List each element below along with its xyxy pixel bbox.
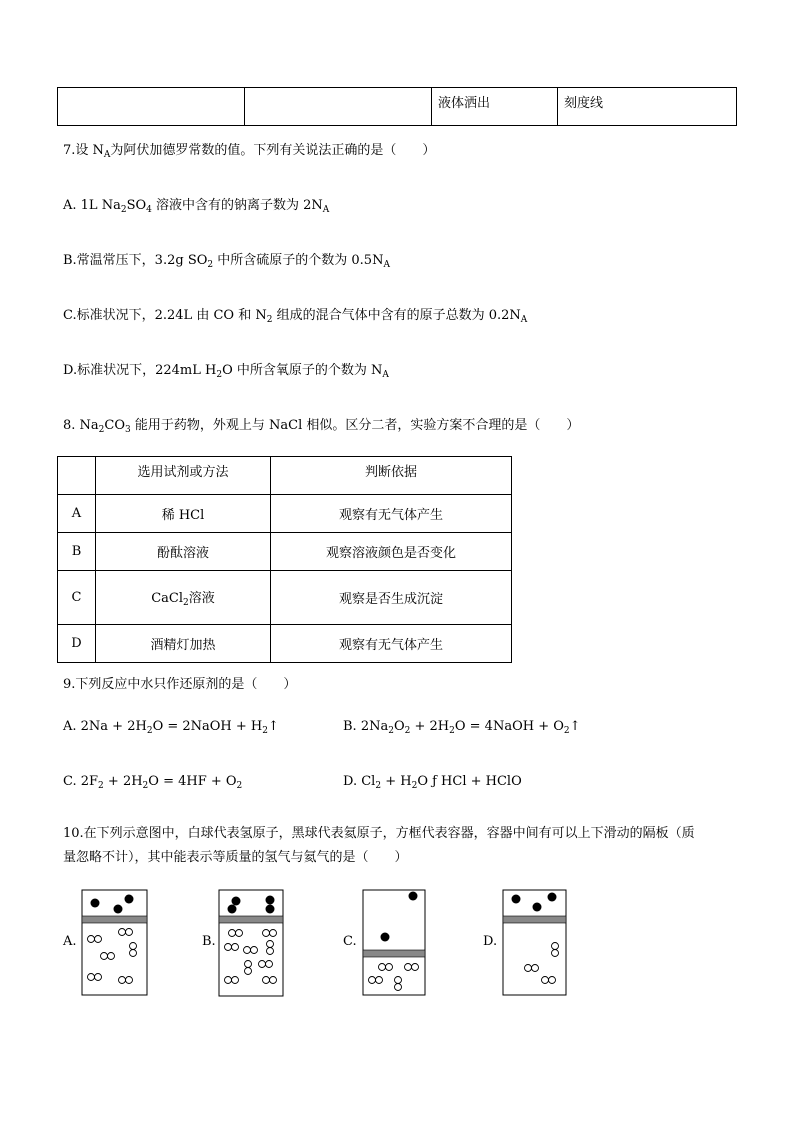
q9-stem: 9.下列反应中水只作还原剂的是（ ） — [63, 677, 297, 692]
table-row — [58, 625, 512, 663]
top-table-cell — [58, 88, 245, 126]
q8-option-cell: A — [58, 495, 96, 533]
table-row — [58, 533, 512, 571]
container-b — [219, 890, 283, 996]
q9-option-a: A. $2Na + 2H_2O$ = 2NaOH + $H_2↑$ — [63, 719, 279, 736]
q7-option-b: B.常温常压下，3.2g $SO_2$ 中所含硫原子的个数为 $0.5N_A$ — [63, 253, 390, 270]
container-a — [82, 890, 147, 995]
q10-label-b: B. — [202, 934, 216, 949]
top-table-cell: 液体洒出 — [432, 88, 558, 126]
q8-option-cell: C — [58, 571, 96, 625]
q7-option-a: A. 1L $Na_2SO_4$ 溶液中含有的钠离子数为 $2N_A$ — [63, 198, 330, 215]
q8-method-cell: 稀 HCl — [96, 495, 271, 533]
q8-method-cell: CaCl$_2$溶液 — [96, 571, 271, 625]
top-table-cell: 刻度线 — [558, 88, 737, 126]
q8-basis-cell: 观察有无气体产生 — [271, 625, 512, 663]
container-c — [363, 890, 425, 995]
table-row — [58, 495, 512, 533]
q7-option-d: D.标准状况下，224mL $H_2O$ 中所含氧原子的个数为 $N_A$ — [63, 363, 389, 380]
q8-header-cell: 选用试剂或方法 — [96, 457, 271, 495]
q10-label-a: A. — [63, 934, 77, 949]
container-d — [503, 890, 566, 995]
q8-basis-cell: 观察有无气体产生 — [271, 495, 512, 533]
q8-option-cell: B — [58, 533, 96, 571]
q8-method-cell: 酚酞溶液 — [96, 533, 271, 571]
q8-stem: 8. $Na_2CO_3$ 能用于药物，外观上与 NaCl 相似。区分二者，实验方案不合理的是（ ） — [63, 418, 580, 435]
q8-option-cell: D — [58, 625, 96, 663]
q9-option-b: B. $2Na_2O_2 + 2H_2O$ = 4NaOH + $O_2↑$ — [343, 719, 581, 736]
q10-stem-line1: 10.在下列示意图中，白球代表氢原子，黑球代表氦原子，方框代表容器，容器中间有可以上下滑动的隔板（质 — [63, 826, 695, 841]
q9-option-c: C. $2F_2 + 2H_2O = 4HF + O_2$ — [63, 774, 243, 791]
q8-header-cell — [58, 457, 96, 495]
top-table — [57, 87, 737, 126]
q8-method-cell: 酒精灯加热 — [96, 625, 271, 663]
q8-header-cell: 判断依据 — [271, 457, 512, 495]
top-table-cell — [245, 88, 432, 126]
q10-container-diagrams — [0, 880, 794, 1005]
q10-label-d: D. — [483, 934, 498, 949]
q8-basis-cell: 观察溶液颜色是否变化 — [271, 533, 512, 571]
q9-option-d: D. $Cl_2 + H_2O$ ƒ HCl + HClO — [343, 774, 522, 791]
q10-stem-line2: 量忽略不计），其中能表示等质量的氢气与氦气的是（ ） — [63, 850, 408, 865]
q7-stem: 7.设 $N_A$为阿伏加德罗常数的值。下列有关说法正确的是（ ） — [63, 143, 436, 160]
q8-basis-cell: 观察是否生成沉淀 — [271, 571, 512, 625]
q7-option-c: C.标准状况下，2.24L 由 CO 和 $N_2$ 组成的混合气体中含有的原子总数为 $0.2N_A$ — [63, 308, 528, 325]
q10-label-c: C. — [343, 934, 357, 949]
table-row — [58, 571, 512, 625]
q8-table — [57, 456, 512, 663]
